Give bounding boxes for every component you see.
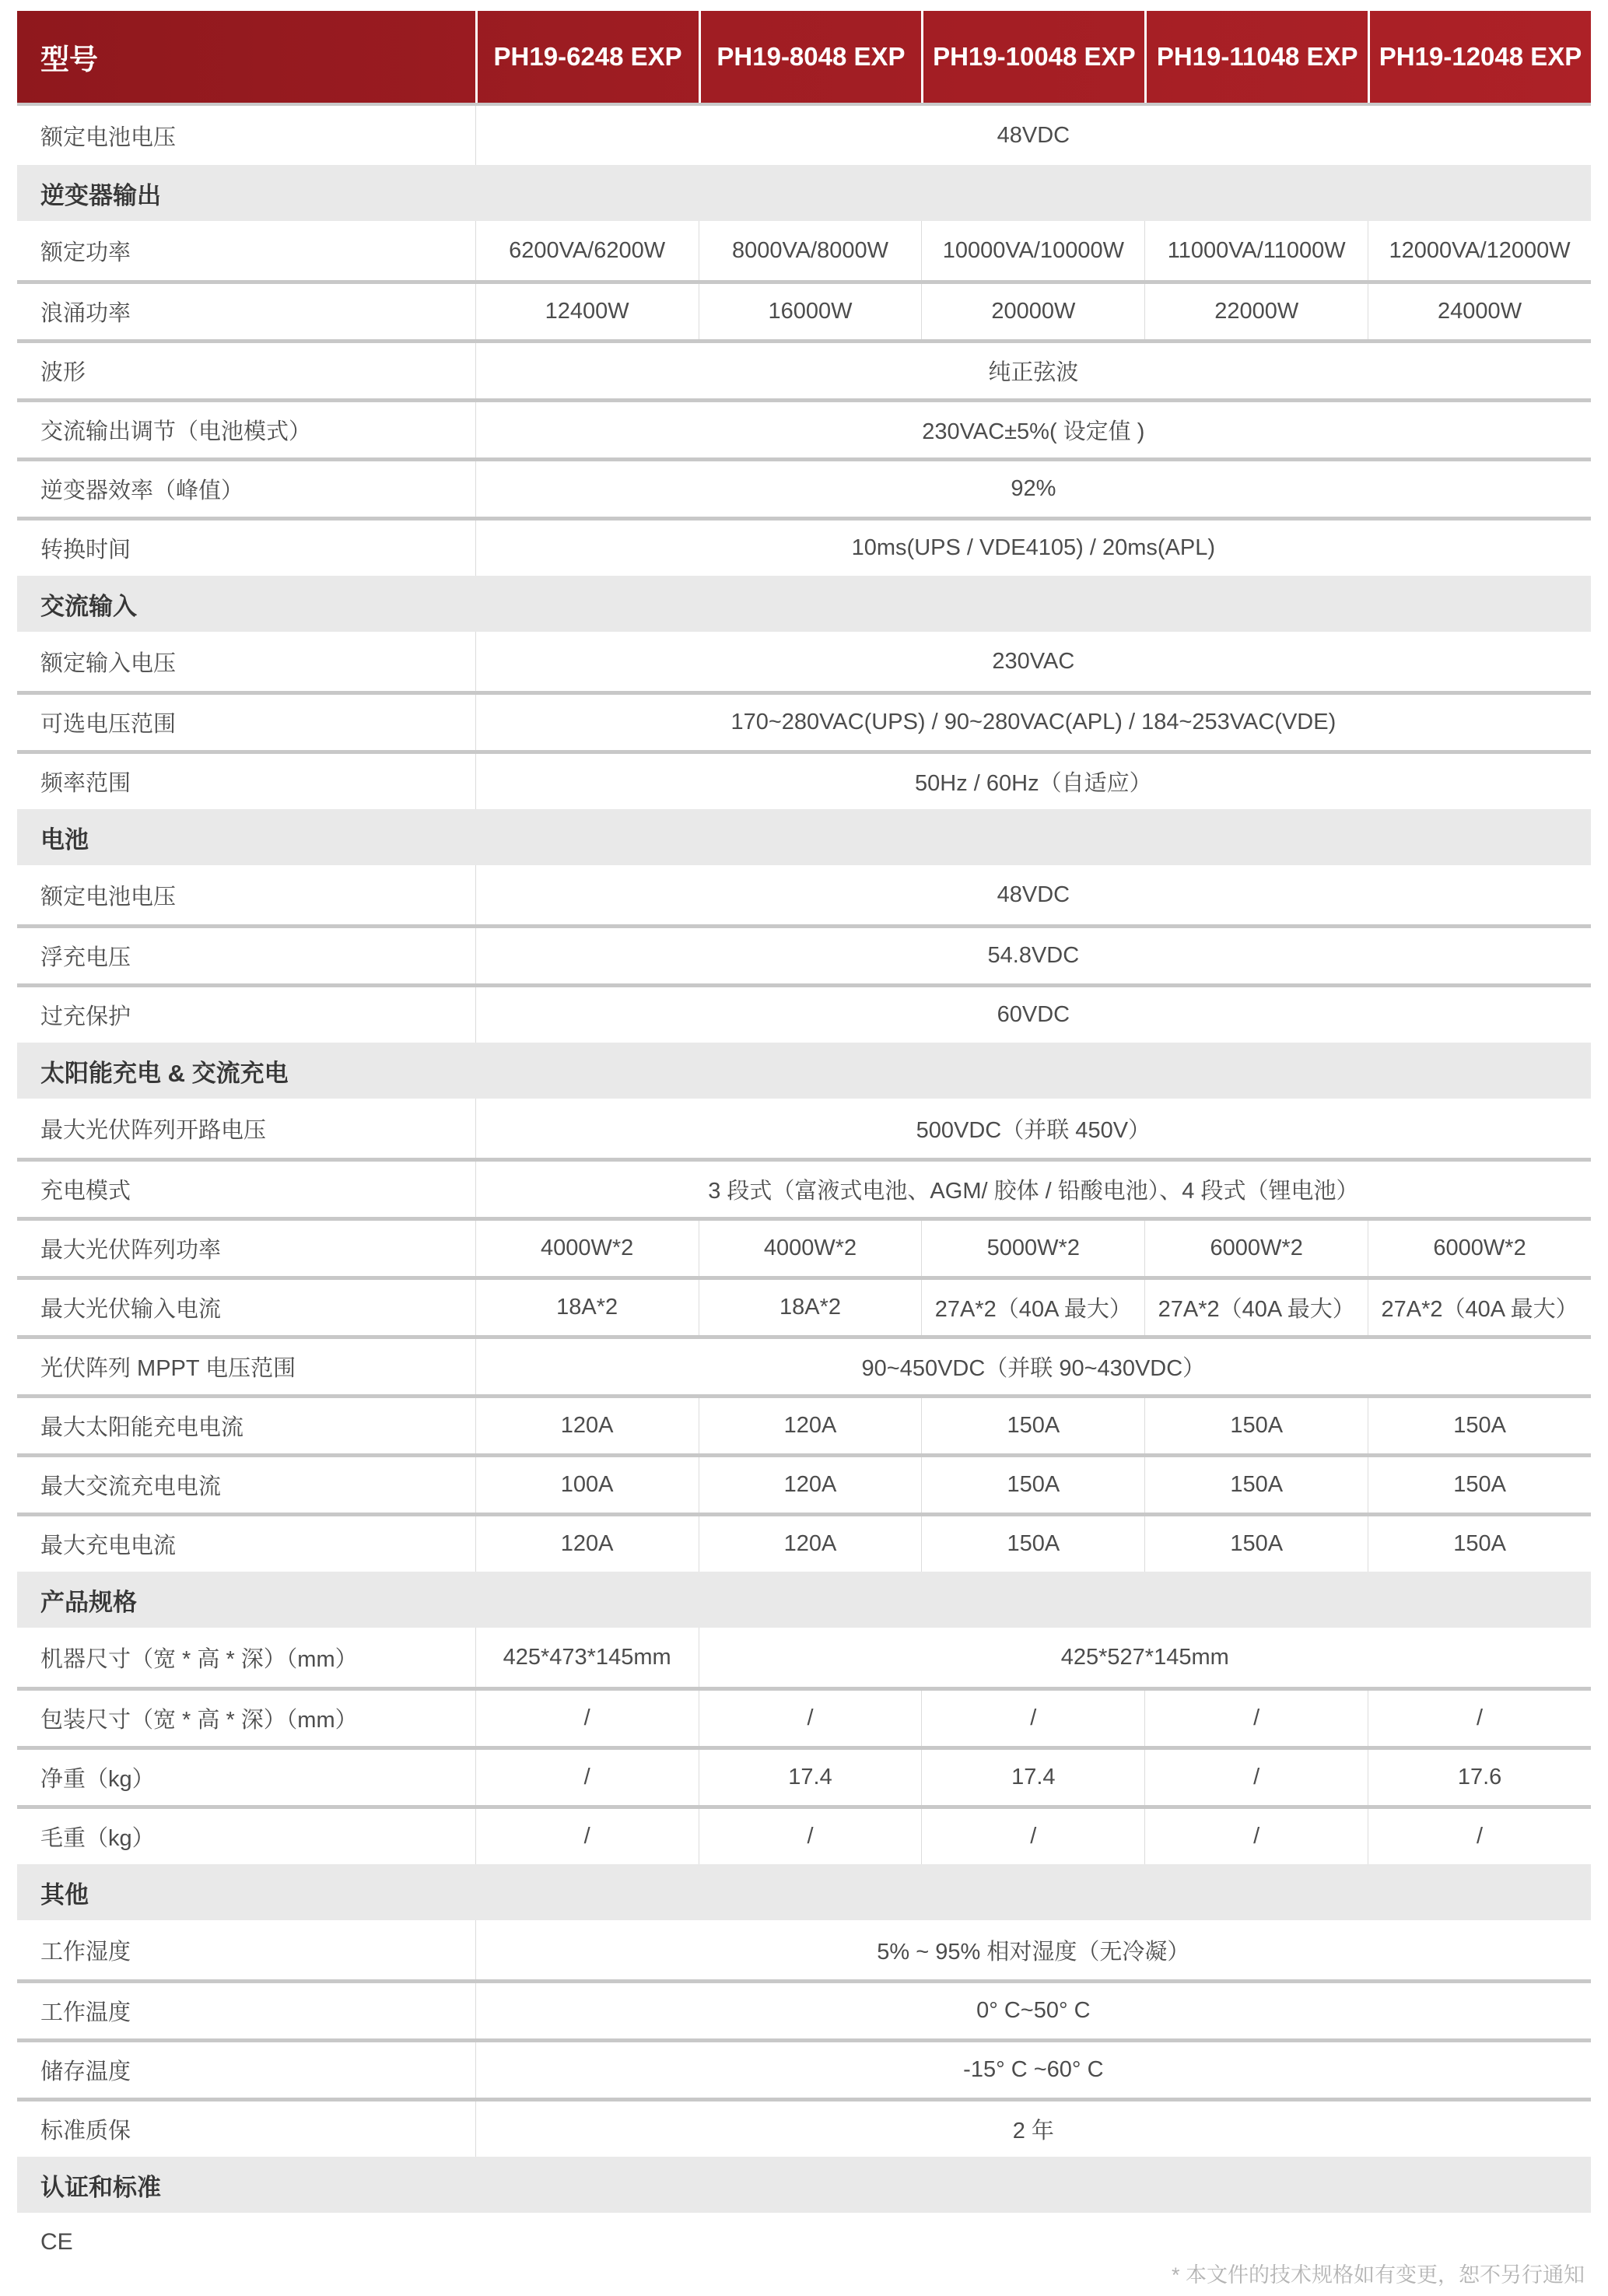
- table-row: [17, 106, 1591, 165]
- row-value: 24000W: [1368, 284, 1591, 339]
- table-row: [17, 1746, 1591, 1805]
- table-row: [17, 2038, 1591, 2098]
- table-row: [17, 1687, 1591, 1746]
- section-header: 逆变器输出: [17, 165, 1591, 221]
- row-value: 150A: [1144, 1516, 1368, 1572]
- row-label: 浮充电压: [40, 945, 131, 970]
- row-label: 最大光伏输入电流: [40, 1297, 222, 1322]
- table-row: [17, 750, 1591, 809]
- row-value: 120A: [699, 1516, 922, 1572]
- table-header-row: [17, 11, 1591, 106]
- row-value: 10000VA/10000W: [921, 221, 1144, 280]
- row-label: 波形: [40, 360, 86, 385]
- row-label: 最大充电电流: [40, 1534, 177, 1558]
- table-row: [17, 1394, 1591, 1453]
- row-value: 120A: [475, 1516, 699, 1572]
- row-label: 净重（kg）: [40, 1767, 155, 1792]
- row-label: 可选电压范围: [40, 712, 177, 737]
- section-header: 太阳能充电 & 交流充电: [17, 1043, 1591, 1099]
- row-value: 425*527*145mm: [699, 1628, 1591, 1687]
- row-value: 17.4: [699, 1750, 922, 1805]
- spec-table: [17, 11, 1591, 2272]
- row-value: 150A: [1144, 1457, 1368, 1513]
- row-value: 5000W*2: [921, 1221, 1144, 1276]
- row-value: /: [1368, 1809, 1591, 1864]
- section-header: 电池: [17, 809, 1591, 865]
- row-value: /: [1144, 1691, 1368, 1746]
- table-row: [17, 1158, 1591, 1217]
- model-header-cell: PH19-10048 EXP: [921, 11, 1144, 103]
- row-value: /: [699, 1691, 922, 1746]
- row-value: 120A: [699, 1457, 922, 1513]
- row-value: 18A*2: [699, 1280, 922, 1335]
- row-value: 50Hz / 60Hz（自适应）: [475, 754, 1591, 809]
- row-label: 额定电池电压: [40, 124, 177, 150]
- row-label: 额定功率: [40, 240, 131, 265]
- table-row: [17, 280, 1591, 339]
- row-label: 充电模式: [40, 1179, 131, 1204]
- row-label: 机器尺寸（宽 * 高 * 深）（mm）: [40, 1646, 358, 1672]
- row-value: 150A: [921, 1516, 1144, 1572]
- table-row: [17, 924, 1591, 983]
- row-value: 150A: [1368, 1457, 1591, 1513]
- table-row: [17, 221, 1591, 280]
- footer-note: * 本文件的技术规格如有变更，恕不另行通知: [1171, 2263, 1585, 2287]
- row-value: 27A*2（40A 最大）: [1144, 1280, 1368, 1335]
- model-header-cell: PH19-8048 EXP: [699, 11, 922, 103]
- row-value: 150A: [1144, 1398, 1368, 1453]
- table-row: [17, 457, 1591, 517]
- row-value: 54.8VDC: [475, 928, 1591, 983]
- row-label: 浪涌功率: [40, 301, 131, 326]
- row-value: 120A: [475, 1398, 699, 1453]
- row-label: 额定输入电压: [40, 650, 177, 676]
- row-value: /: [921, 1691, 1144, 1746]
- row-value: 92%: [475, 461, 1591, 517]
- row-value: 230VAC±5%( 设定值 ): [475, 402, 1591, 457]
- table-row: [17, 517, 1591, 576]
- row-value: 6000W*2: [1368, 1221, 1591, 1276]
- row-value: 11000VA/11000W: [1144, 221, 1368, 280]
- row-label: 毛重（kg）: [40, 1826, 155, 1851]
- row-value: 12400W: [475, 284, 699, 339]
- row-label: 最大交流充电电流: [40, 1474, 222, 1499]
- row-value: 27A*2（40A 最大）: [1368, 1280, 1591, 1335]
- row-value: 10ms(UPS / VDE4105) / 20ms(APL): [475, 521, 1591, 576]
- row-label: 逆变器效率（峰值）: [40, 478, 244, 503]
- row-value: -15° C ~60° C: [475, 2042, 1591, 2098]
- row-value: /: [475, 1809, 699, 1864]
- table-row: [17, 983, 1591, 1043]
- row-value: 150A: [921, 1457, 1144, 1513]
- row-label: 标准质保: [40, 2119, 131, 2144]
- row-value: /: [1144, 1809, 1368, 1864]
- table-row: [17, 1979, 1591, 2038]
- row-label: CE: [40, 2229, 73, 2255]
- section-header: 交流输入: [17, 576, 1591, 632]
- table-row: [17, 339, 1591, 398]
- row-value: 17.4: [921, 1750, 1144, 1805]
- row-value: 5% ~ 95% 相对湿度（无冷凝）: [475, 1920, 1591, 1979]
- row-label: 工作湿度: [40, 1939, 131, 1965]
- row-value: 230VAC: [475, 632, 1591, 691]
- row-label: 包装尺寸（宽 * 高 * 深）（mm）: [40, 1708, 358, 1733]
- table-row: [17, 691, 1591, 750]
- row-value: 16000W: [699, 284, 922, 339]
- row-value: 150A: [921, 1398, 1144, 1453]
- row-value: 48VDC: [475, 865, 1591, 924]
- row-value: 18A*2: [475, 1280, 699, 1335]
- table-row: [17, 1628, 1591, 1687]
- row-label: 频率范围: [40, 771, 131, 796]
- row-label: 过充保护: [40, 1004, 131, 1029]
- row-value: 6000W*2: [1144, 1221, 1368, 1276]
- table-row: [17, 1805, 1591, 1864]
- row-value: /: [699, 1809, 922, 1864]
- row-label: 储存温度: [40, 2059, 131, 2084]
- table-row: [17, 1217, 1591, 1276]
- table-row: [17, 398, 1591, 457]
- row-value: /: [921, 1809, 1144, 1864]
- table-row: [17, 632, 1591, 691]
- model-header-cell: PH19-6248 EXP: [475, 11, 699, 103]
- row-value: 4000W*2: [699, 1221, 922, 1276]
- row-label: 最大光伏阵列开路电压: [40, 1117, 267, 1143]
- row-value: 3 段式（富液式电池、AGM/ 胶体 / 铅酸电池）、4 段式（锂电池）: [475, 1162, 1591, 1217]
- table-row: [17, 865, 1591, 924]
- row-label: 交流输出调节（电池模式）: [40, 419, 312, 444]
- row-label: 工作温度: [40, 2000, 131, 2025]
- section-header: 其他: [17, 1864, 1591, 1920]
- row-value: 170~280VAC(UPS) / 90~280VAC(APL) / 184~253VAC(VDE): [475, 695, 1591, 750]
- row-value: 17.6: [1368, 1750, 1591, 1805]
- row-label: 光伏阵列 MPPT 电压范围: [40, 1356, 296, 1381]
- row-value: 4000W*2: [475, 1221, 699, 1276]
- section-header: 认证和标准: [17, 2157, 1591, 2213]
- model-header-cell: PH19-12048 EXP: [1368, 11, 1591, 103]
- table-row: [17, 1920, 1591, 1979]
- row-value: 90~450VDC（并联 90~430VDC）: [475, 1339, 1591, 1394]
- row-label: 额定电池电压: [40, 884, 177, 910]
- row-value: /: [475, 1750, 699, 1805]
- row-value: 60VDC: [475, 987, 1591, 1043]
- table-body: [17, 106, 1591, 2272]
- row-value: 425*473*145mm: [475, 1628, 699, 1687]
- row-value: 27A*2（40A 最大）: [921, 1280, 1144, 1335]
- row-value: 150A: [1368, 1398, 1591, 1453]
- row-value: /: [475, 1691, 699, 1746]
- table-row: [17, 2098, 1591, 2157]
- row-value: 12000VA/12000W: [1368, 221, 1591, 280]
- table-row: [17, 1335, 1591, 1394]
- row-value: 2 年: [475, 2101, 1591, 2157]
- row-label: 最大光伏阵列功率: [40, 1238, 222, 1263]
- row-value: 500VDC（并联 450V）: [475, 1099, 1591, 1158]
- row-value: /: [1144, 1750, 1368, 1805]
- row-value: 120A: [699, 1398, 922, 1453]
- row-value: /: [1368, 1691, 1591, 1746]
- model-column-label: 型号: [40, 44, 98, 75]
- table-row: [17, 1453, 1591, 1513]
- row-value: 150A: [1368, 1516, 1591, 1572]
- row-value: 0° C~50° C: [475, 1983, 1591, 2038]
- row-value: 100A: [475, 1457, 699, 1513]
- row-value: 22000W: [1144, 284, 1368, 339]
- row-value: 纯正弦波: [475, 343, 1591, 398]
- row-label: 转换时间: [40, 538, 131, 563]
- row-value: 20000W: [921, 284, 1144, 339]
- table-row: [17, 1513, 1591, 1572]
- row-value: 6200VA/6200W: [475, 221, 699, 280]
- table-row: [17, 1099, 1591, 1158]
- row-value: 8000VA/8000W: [699, 221, 922, 280]
- model-header-cell: PH19-11048 EXP: [1144, 11, 1368, 103]
- row-value: 48VDC: [475, 106, 1591, 165]
- row-label: 最大太阳能充电电流: [40, 1415, 244, 1440]
- table-row: [17, 1276, 1591, 1335]
- section-header: 产品规格: [17, 1572, 1591, 1628]
